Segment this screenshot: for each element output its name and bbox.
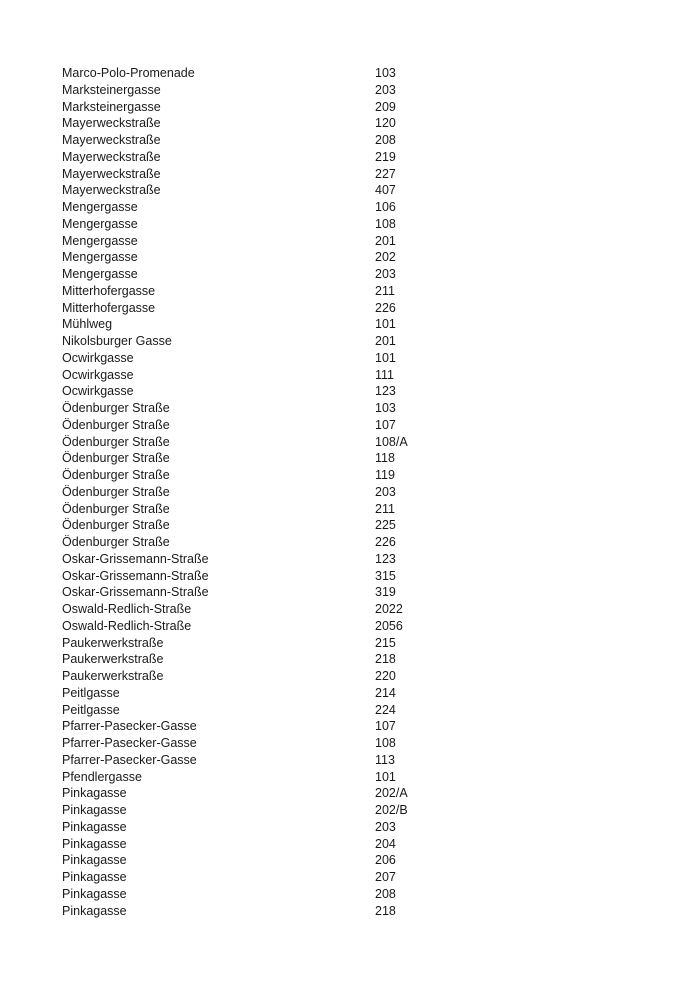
street-name: Ödenburger Straße: [62, 434, 170, 449]
house-number: 118: [375, 451, 395, 466]
street-name: Pinkagasse: [62, 836, 127, 851]
table-row: [62, 400, 660, 417]
house-number: 107: [375, 417, 396, 432]
house-number: 227: [375, 166, 396, 181]
house-number: 203: [375, 82, 396, 97]
house-number: 103: [375, 401, 396, 415]
table-row: [62, 785, 660, 802]
house-number: 101: [375, 769, 396, 784]
table-row: [62, 484, 660, 501]
table-row: [62, 182, 660, 199]
house-number: 108: [375, 736, 396, 750]
house-number: 319: [375, 585, 396, 600]
street-name: Pinkagasse: [62, 853, 127, 868]
table-row: [62, 249, 660, 266]
street-name: Ödenburger Straße: [62, 417, 170, 432]
house-number: 113: [375, 752, 395, 767]
street-name: Ödenburger Straße: [62, 401, 170, 415]
street-name: Marksteinergasse: [62, 99, 161, 114]
table-row: [62, 852, 660, 869]
table-row: [62, 635, 660, 652]
house-number: 2056: [375, 618, 403, 633]
street-name: Mengergasse: [62, 250, 138, 265]
house-number: 225: [375, 518, 396, 533]
house-number: 108/A: [375, 434, 408, 449]
street-name: Mayerweckstraße: [62, 166, 161, 181]
street-name: Ocwirkgasse: [62, 350, 134, 365]
table-row: [62, 886, 660, 903]
table-row: [62, 65, 660, 82]
table-row: [62, 568, 660, 585]
table-row: [62, 802, 660, 819]
house-number: 101: [375, 317, 396, 332]
street-name: Mengergasse: [62, 267, 138, 281]
table-row: [62, 216, 660, 233]
table-row: [62, 199, 660, 216]
street-name: Peitlgasse: [62, 702, 120, 717]
street-name: Oskar-Grissemann-Straße: [62, 585, 209, 600]
house-number: 108: [375, 216, 396, 231]
street-name: Mayerweckstraße: [62, 133, 161, 147]
street-name: Ödenburger Straße: [62, 518, 170, 533]
house-number: 201: [375, 334, 396, 348]
table-row: [62, 283, 660, 300]
street-name: Pinkagasse: [62, 786, 127, 801]
table-row: [62, 534, 660, 551]
house-number: 101: [375, 350, 396, 365]
house-number: 203: [375, 819, 396, 834]
house-number: 106: [375, 200, 396, 214]
table-row: [62, 450, 660, 467]
street-name: Mühlweg: [62, 317, 113, 332]
table-row: [62, 467, 660, 484]
house-number: 226: [375, 300, 396, 315]
house-number: 103: [375, 66, 396, 80]
table-row: [62, 584, 660, 601]
house-number: 211: [375, 501, 395, 516]
house-number: 202: [375, 250, 396, 265]
street-name: Nikolsburger Gasse: [62, 334, 172, 348]
table-row: [62, 735, 660, 752]
street-name: Ocwirkgasse: [62, 384, 134, 399]
table-row: [62, 501, 660, 518]
table-row: [62, 316, 660, 333]
house-number: 219: [375, 149, 396, 164]
street-name: Oswald-Redlich-Straße: [62, 602, 192, 616]
table-row: [62, 383, 660, 400]
table-row: [62, 132, 660, 149]
house-number: 226: [375, 535, 396, 549]
house-number: 215: [375, 635, 396, 650]
house-number: 202/A: [375, 786, 408, 801]
street-name: Ödenburger Straße: [62, 535, 170, 549]
table-row: [62, 300, 660, 317]
table-row: [62, 819, 660, 836]
street-name: Pinkagasse: [62, 870, 127, 884]
address-list: [62, 65, 660, 919]
table-row: [62, 517, 660, 534]
house-number: 218: [375, 903, 396, 918]
table-row: [62, 903, 660, 920]
house-number: 220: [375, 669, 396, 683]
street-name: Mengergasse: [62, 200, 138, 214]
street-name: Pinkagasse: [62, 803, 127, 817]
street-name: Oskar-Grissemann-Straße: [62, 568, 209, 583]
house-number: 203: [375, 267, 396, 281]
house-number: 203: [375, 484, 396, 499]
street-name: Ocwirkgasse: [62, 367, 134, 382]
street-name: Pinkagasse: [62, 819, 127, 834]
street-name: Peitlgasse: [62, 685, 120, 700]
house-number: 315: [375, 568, 396, 583]
house-number: 111: [375, 367, 395, 382]
street-name: Marco-Polo-Promenade: [62, 66, 195, 80]
table-row: [62, 367, 660, 384]
table-row: [62, 836, 660, 853]
table-row: [62, 266, 660, 283]
house-number: 209: [375, 99, 396, 114]
house-number: 123: [375, 384, 396, 399]
table-row: [62, 752, 660, 769]
table-row: [62, 769, 660, 786]
house-number: 107: [375, 719, 396, 734]
table-row: [62, 166, 660, 183]
street-name: Ödenburger Straße: [62, 451, 170, 466]
table-row: [62, 99, 660, 116]
house-number: 211: [375, 283, 395, 298]
house-number: 407: [375, 183, 396, 198]
table-row: [62, 417, 660, 434]
table-row: [62, 718, 660, 735]
street-name: Paukerwerkstraße: [62, 669, 164, 683]
house-number: 119: [375, 468, 395, 482]
street-name: Ödenburger Straße: [62, 484, 170, 499]
street-name: Ödenburger Straße: [62, 501, 170, 516]
street-name: Pfarrer-Pasecker-Gasse: [62, 736, 197, 750]
house-number: 2022: [375, 602, 403, 616]
street-name: Paukerwerkstraße: [62, 652, 164, 667]
table-row: [62, 601, 660, 618]
table-row: [62, 702, 660, 719]
table-row: [62, 651, 660, 668]
house-number: 206: [375, 853, 396, 868]
house-number: 208: [375, 133, 396, 147]
table-row: [62, 233, 660, 250]
house-number: 218: [375, 652, 396, 667]
house-number: 204: [375, 836, 396, 851]
table-row: [62, 115, 660, 132]
house-number: 214: [375, 685, 396, 700]
table-row: [62, 333, 660, 350]
table-row: [62, 82, 660, 99]
street-name: Mengergasse: [62, 216, 138, 231]
street-name: Mayerweckstraße: [62, 116, 161, 131]
street-name: Mitterhofergasse: [62, 283, 156, 298]
table-row: [62, 869, 660, 886]
street-name: Mayerweckstraße: [62, 183, 161, 198]
table-row: [62, 350, 660, 367]
house-number: 123: [375, 551, 396, 566]
table-row: [62, 668, 660, 685]
house-number: 201: [375, 233, 396, 248]
table-row: [62, 685, 660, 702]
street-name: Pinkagasse: [62, 886, 127, 901]
street-name: Pinkagasse: [62, 903, 127, 918]
house-number: 224: [375, 702, 396, 717]
house-number: 208: [375, 886, 396, 901]
street-name: Oskar-Grissemann-Straße: [62, 551, 209, 566]
street-name: Marksteinergasse: [62, 82, 161, 97]
street-name: Oswald-Redlich-Straße: [62, 618, 192, 633]
table-row: [62, 618, 660, 635]
house-number: 202/B: [375, 803, 408, 817]
house-number: 207: [375, 870, 396, 884]
street-name: Pfarrer-Pasecker-Gasse: [62, 719, 197, 734]
street-name: Paukerwerkstraße: [62, 635, 164, 650]
house-number: 120: [375, 116, 396, 131]
street-name: Mayerweckstraße: [62, 149, 161, 164]
table-row: [62, 551, 660, 568]
table-row: [62, 434, 660, 451]
table-row: [62, 149, 660, 166]
street-name: Pfarrer-Pasecker-Gasse: [62, 752, 197, 767]
street-name: Mengergasse: [62, 233, 138, 248]
street-name: Ödenburger Straße: [62, 468, 170, 482]
street-name: Mitterhofergasse: [62, 300, 156, 315]
street-name: Pfendlergasse: [62, 769, 142, 784]
